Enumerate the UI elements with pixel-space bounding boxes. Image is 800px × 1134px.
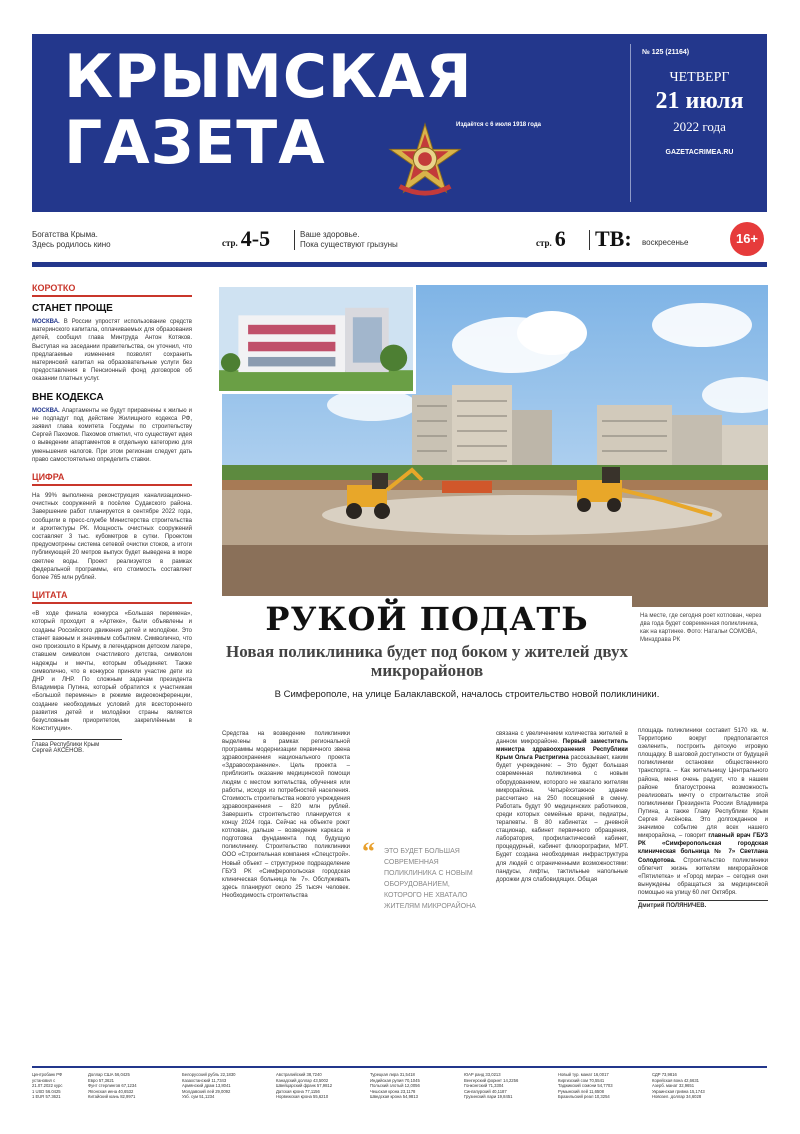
- issue-date: 21 июля: [655, 88, 744, 114]
- footer-row: Канадский доллар 43,5002: [276, 1077, 329, 1083]
- pull-quote-text: ЭТО БУДЕТ БОЛЬШАЯ СОВРЕМЕННАЯ ПОЛИКЛИНИКА С НОВЫМ ОБОРУДОВАНИЕМ, КОТОРОГО НЕ ХВАТАЛО ЖИТЕЛЯМ МИКРОРАЙОНА: [384, 848, 476, 910]
- article-subhead: Новая поликлиника будет под боком у жителей двух микрорайонов: [226, 642, 628, 680]
- footer-row: Новозел. доллар 34,6028: [652, 1094, 702, 1100]
- promo-bar: [32, 218, 767, 260]
- article-column-3: площадь поликлиники составит 5170 кв. м. Территорию вокруг предполагается озеленить, построить детскую игровую площадку. В шаговой доступности от будущей поликлиники остановки общественного транспорта. – Как жительницу Центрального района, меня очень радует, что в нашем районе благоустроена возможность реализовать мечту о строительстве этой поликлиники Президента России Владимира Путина, а также Главу Республики Крым Сергея Аксёнова. Это долгожданное и значимое событие для всех нашего микрорайона, – говорит главный врач ГБУЗ РК «Симферопольская городская клиническая больница № 7» Светлана Солодотова. Строительство поликлиники облегчит жизнь жителям микрорайонов «Пятилетка» и «Город мира» – сегодня они вынуждены обращаться за медицинской помощью на улицу 60 лет Октября. Дмитрий ПОЛЯНИЧЕВ.: [638, 728, 768, 909]
- photo-caption: На месте, где сегодня роет котлован, через два года будет современная поликлиника, как на картинке. Фото: Натальи СОМОВА, Минздрава РК: [640, 613, 762, 643]
- footer-row: Белорусский рубль 22,1830: [182, 1072, 236, 1077]
- clinic-render-inset: [216, 284, 416, 394]
- footer-row: Корейская вона 42,6631: [652, 1077, 699, 1083]
- footer-col-1: [32, 1072, 82, 1100]
- footer-row: Киргизский сом 70,5541: [558, 1077, 605, 1083]
- figure-text: На 99% выполнена реконструкция канализационно-очистных сооружений в посёлке Судакского района. Завершение работ планируется в сентябре 2022 года, сообщили в пресс-службе Министерства строительства и архитектуры РК. Мощность очистных сооружений составляет 3 тыс. кубометров в сутки. Проектом предусмотрены система сетевой очистки стоков, а итоги публикующей 20 метров выпуск будет выведена в море светлее воды. Проект реализуется в рамках федеральной программы, его стоимость составляет более 765 млн рублей.: [32, 493, 192, 582]
- footer-row: Норвежская крона 55,6210: [276, 1094, 329, 1100]
- title-line-1: КРЫМСКАЯ: [64, 42, 473, 112]
- tv-day: воскресенье: [642, 238, 689, 247]
- website-link[interactable]: GAZETACRIMEA.RU: [665, 149, 734, 156]
- quote-text: «В ходе финала конкурса «Большая перемена», который проходит в «Артеке», были объявлены и созданы Российского движения детей и молодёжи. Это станет важным и значимым событием. Символично, что оно произошло в Крыму, в легендарном детском лагере, ставшем символом счастливого детства, символом надежды и мечты, которым объединяет. Также символично, что в конкурсе приняли участие дети из ДНР и ЛНР. По сложным задачам президента Владимира Путина, который обратился к участникам «Большой перемены» в режиме видеоконференции, создание необходимых условий для всестороннего развития детей и молодёжи страны является безусловным приоритетом, закреплённым в Конституции».: [32, 611, 192, 733]
- promo-page-ref-1[interactable]: стр. 4-5: [222, 226, 271, 251]
- article-author: Дмитрий ПОЛЯНИЧЕВ.: [638, 900, 768, 910]
- quote-mark-icon: “: [362, 837, 375, 866]
- footer-row: Сингапурский 40,1187: [464, 1088, 507, 1094]
- short-news-heading: КОРОТКО: [32, 283, 192, 297]
- news-item-1-text: МОСКВА. В России упростят использование средств материнского капитала, оплачиваемых для образования детей, сообщил глава Минтруда Антон Котяков. Выступая на заседании правительства, он уточнил, что предлагаемые изменения позволят сохранить материнский капитал на образовательные услуги без предоставления в Пенсионный фонд договоров об оказании платных услуг.: [32, 319, 192, 383]
- age-rating-badge: 16+: [730, 222, 764, 256]
- article-headline: РУКОЙ ПОДАТЬ: [265, 600, 589, 638]
- currency-footer: [32, 1066, 767, 1126]
- footer-row: Казахстанский 11,7343: [182, 1077, 227, 1083]
- quote-author: Глава Республики Крым Сергей АКСЁНОВ.: [32, 739, 122, 754]
- promo-left-teaser: Богатства Крыма. Здесь родилось кино: [32, 230, 111, 249]
- promo-divider: [294, 230, 295, 250]
- footer-row: Молдавский лей 29,0092: [182, 1088, 231, 1094]
- footer-col-2: [88, 1072, 174, 1100]
- promo-middle-teaser: Ваше здоровье. Пока существуют грызуны: [300, 230, 398, 249]
- footer-row: Фунт стерлингов 67,1234: [88, 1083, 137, 1089]
- article-column-1: Средства на возведение поликлиники выделены в рамках региональной программы модернизации первичного звена здравоохранения национального проекта «Здравоохранение». Цель проекта – приблизить оказание медицинской помощи людям с местом жительства, обучения или работы, исходя из потребностей населения. Стоимость строительства нового учреждения здравоохранения – 820 млн рублей. Завершить строительство планируется к концу 2024 года. Сейчас на объекте роют котлован, дальше – возведение каркаса и подготовка фундамента под будущую поликлинику. Строительство поликлиники ООО «Строительная компания «Спецстрой». Новый объект – структурное подразделение ГБУЗ РК «Симферопольская городская клиническая больница № 7». Обслуживать здесь планируют около 25 тысяч человек. Необходимость строительства: [222, 731, 350, 899]
- footer-row: Турецкая лира 31,5418: [370, 1072, 415, 1077]
- footer-row: 21.07.2022 курс: [32, 1083, 63, 1089]
- footer-row: 1 USD 56.0425: [32, 1088, 61, 1094]
- footer-row: Швейцарский франк 57,9812: [276, 1083, 333, 1089]
- footer-row: Чешская крона 23,1178: [370, 1088, 416, 1094]
- footer-col-5: [370, 1072, 456, 1100]
- promo-divider-2: [589, 230, 590, 250]
- footer-row: Китайский юань 82,9971: [88, 1094, 136, 1100]
- issue-year: 2022 года: [673, 119, 726, 134]
- header-rule: [32, 262, 767, 267]
- footer-row: Евро 57,3621: [88, 1077, 114, 1083]
- quote-heading: ЦИТАТА: [32, 590, 192, 604]
- footer-row: Шведская крона 54,9813: [370, 1094, 418, 1100]
- footer-row: 1 EUR 57.3621: [32, 1094, 61, 1100]
- news-item-1-title: СТАНЕТ ПРОЩЕ: [32, 303, 113, 314]
- footer-col-6: [464, 1072, 550, 1100]
- col2-bold: Первый заместитель министра здравоохранения Республики Крым Ольга Растригина: [496, 739, 628, 762]
- article-headline-block: [222, 596, 632, 680]
- masthead: [32, 34, 767, 212]
- footer-row: Новый тур. манат 16,0017: [558, 1072, 609, 1077]
- issue-info: [632, 34, 767, 212]
- footer-row: Индийская рупия 70,1045: [370, 1077, 420, 1083]
- footer-row: Грузинский лари 19,8451: [464, 1094, 513, 1100]
- footer-row: Венгерский форинт 14,2256: [464, 1077, 519, 1083]
- order-emblem-icon: [386, 122, 464, 200]
- footer-row: СДР 73,9816: [652, 1072, 677, 1077]
- promo-page-ref-2[interactable]: стр. 6: [536, 226, 566, 251]
- footer-row: Доллар США 56,0425: [88, 1072, 130, 1077]
- footer-row: Узб. сум 51,1234: [182, 1094, 215, 1100]
- footer-col-8: [652, 1072, 762, 1100]
- footer-row: Румынский лей 11,6508: [558, 1088, 604, 1094]
- footer-row: Японская иена 40,6532: [88, 1088, 134, 1094]
- news-item-2-title: ВНЕ КОДЕКСА: [32, 391, 104, 403]
- sidebar: [32, 283, 192, 754]
- footer-row: Армянский драм 13,8041: [182, 1083, 231, 1089]
- footer-row: ЮАР ранд 33,0213: [464, 1072, 501, 1077]
- issue-number: № 125 (21164): [642, 49, 690, 56]
- footer-row: Гонконгский 71,3304: [464, 1083, 504, 1089]
- col3-bold: главный врач ГБУЗ РК «Симферопольская городская клиническая больница № 7» Светлана Солодотова.: [638, 833, 768, 864]
- footer-col-4: [276, 1072, 362, 1100]
- footer-row: Украинская гривна 15,1743: [652, 1088, 705, 1094]
- footer-row: Центробанк РФ: [32, 1072, 63, 1077]
- masthead-divider: [630, 44, 631, 202]
- tv-label: ТВ:: [595, 226, 632, 251]
- article-column-2: связана с увеличением количества жителей в данном микрорайоне. Первый заместитель министра здравоохранения Республики Крым Ольга Растригина рассказывает, каким будет учреждение: – Это будет большая современная поликлиника с новым оборудованием, которого не хватало жителям микрорайона. Четырёхэтажное здание рассчитано на 250 посещений в смену. Работать будут 90 медицинских работников, среди которых семейные врачи, педиатры, терапевты. В 80 кабинетах – дневной стационар, кабинет первичного обращения, лаборатория, профилактический кабинет, процедурный, кабинет флюорографии, МРТ. Будет создана необходимая инфраструктура для людей с ограниченными возможностями: пандусы, лифты, тактильные напольные дорожки для слабовидящих. Общая: [496, 731, 628, 883]
- figure-heading: ЦИФРА: [32, 472, 192, 486]
- footer-row: Азерб. манат 32,9651: [652, 1083, 695, 1089]
- footer-col-3: [182, 1072, 268, 1100]
- pull-quote: [362, 837, 487, 912]
- title-line-2: ГАЗЕТА: [64, 108, 326, 178]
- news-item-2-text: МОСКВА. Апартаменты не будут приравнены к жилью и не подпадут под действие Жилищного кодекса РФ, заявил глава комитета Госдумы по строительству Сергей Пахомов. Пахомов отметил, что существует идея о выведении апартаментов в отдельную категорию для уменьшения налогов. При этом регионам следует дать право самостоятельно определить ставки.: [32, 407, 192, 463]
- since-note: Издаётся с 6 июля 1918 года: [456, 122, 541, 128]
- footer-row: Польский злотый 12,0056: [370, 1083, 420, 1089]
- article-lead: В Симферополе, на улице Балаклавской, началось строительство новой поликлиники.: [274, 689, 660, 700]
- footer-row: Австралийский 38,7240: [276, 1072, 322, 1077]
- footer-row: Бразильский реал 10,3254: [558, 1094, 610, 1100]
- weekday: ЧЕТВЕРГ: [669, 70, 730, 85]
- footer-row: Датская крона 77,1156: [276, 1088, 320, 1094]
- footer-col-7: [558, 1072, 644, 1100]
- footer-row: Таджикский сомони 54,7703: [558, 1083, 613, 1089]
- footer-row: установил с: [32, 1077, 56, 1083]
